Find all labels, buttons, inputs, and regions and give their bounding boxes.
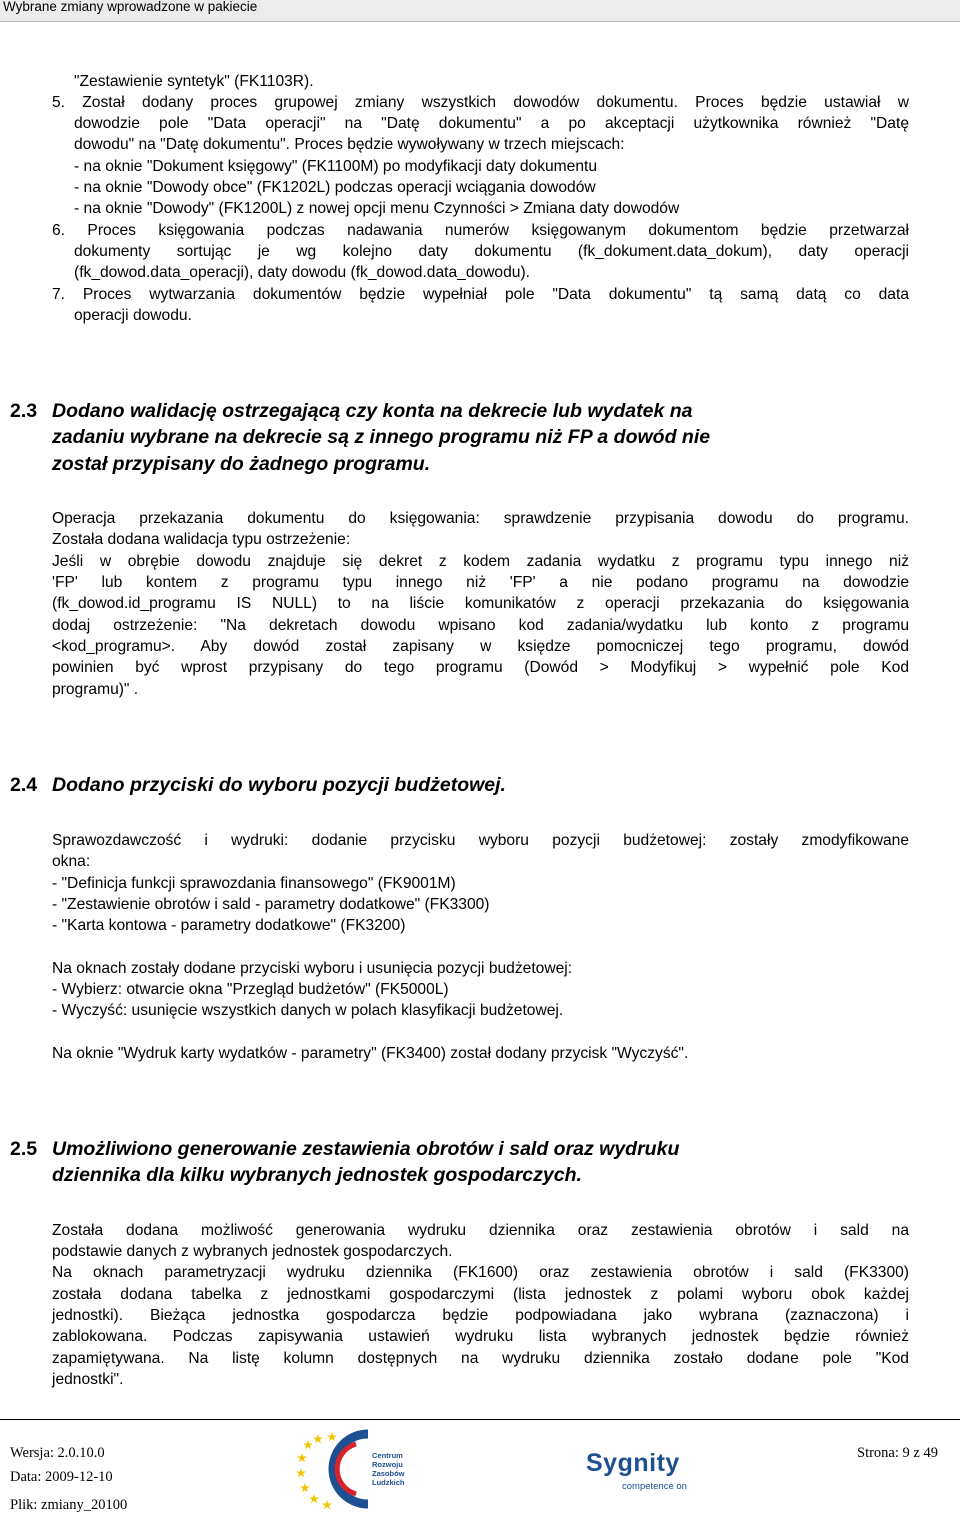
section-2-4-p1-line4: - "Zestawienie obrotów i sald - parametry dodatkowe" (FK3300) [52,896,490,913]
section-2-4-p1-line2: okna: [52,853,91,870]
section-2-3-body-line5: (fk_dowod.id_programu IS NULL) to na liście komunikatów z operacji przekazania do księgowania [52,595,909,612]
sygnity-logo-text: Sygnity [586,1449,680,1477]
section-2-3-body-line2: Została dodana walidacja typu ostrzeżenie: [52,531,351,548]
crzl-text-3: Zasobów [372,1469,405,1478]
item5-line6: - na oknie "Dowody" (FK1200L) z nowej opcji menu Czynności > Zmiana daty dowodów [74,200,680,217]
section-2-5-body-line5: jednostki). Bieżąca jednostka gospodarcza będzie podpowiadana jako wybrana (zaznaczona) i [52,1307,909,1324]
footer-file: Plik: zmiany_20100 [10,1497,128,1513]
item7-line2: operacji dowodu. [74,307,192,324]
item5-line5: - na oknie "Dowody obce" (FK1202L) podczas operacji wciągania dowodów [74,179,596,196]
item7-line1: 7. Proces wytwarzania dokumentów będzie wypełniał pole "Data dokumentu" tą samą datą co data [52,286,909,303]
header-divider [0,21,960,22]
item5-line1: 5. Został dodany proces grupowej zmiany wszystkich dowodów dokumentu. Proces będzie ustawiał w [52,94,909,111]
section-2-5-body-line3: Na oknach parametryzacji wydruku dziennika (FK1600) oraz zestawienia obrotów i sald (FK3300) [52,1264,909,1281]
section-2-4-p2-line3: - Wyczyść: usunięcie wszystkich danych w polach klasyfikacji budżetowej. [52,1002,564,1019]
section-2-3-body-line7: <kod_programu>. Aby dowód został zapisany w księdze pomocniczej tego programu, dowód [52,638,909,655]
section-2-3-body-line1: Operacja przekazania dokumentu do księgowania: sprawdzenie przypisania dowodu do programu. [52,510,909,527]
section-2-3-body-line6: dodaj ostrzeżenie: "Na dekretach dowodu wpisano kod zadania/wydatku lub konto z programu [52,617,909,634]
crzl-logo-mark [296,1428,436,1512]
item5-line3: dowodu" na "Datę dokumentu". Proces będzie wywoływany w trzech miejscach: [74,136,625,153]
section-2-3-body-line8: powinien być wprost przypisany do tego programu (Dowód > Modyfikuj > wypełnić pole Kod [52,659,909,676]
section-2-4-p3-line1: Na oknie "Wydruk karty wydatków - parametry" (FK3400) został dodany przycisk "Wyczyść". [52,1045,689,1062]
footer-version: Wersja: 2.0.10.0 [10,1445,105,1461]
sygnity-logo [586,1449,706,1499]
crzl-text-4: Ludzkich [372,1478,405,1487]
section-2-4-p2-line1: Na oknach zostały dodane przyciski wyboru i usunięcia pozycji budżetowej: [52,960,573,977]
section-2-3-body-line3: Jeśli w obrębie dowodu znajduje się dekret z kodem zadania wydatku z programu typu innego niż [52,553,909,570]
section-2-5-body-line8: jednostki". [52,1371,124,1388]
section-2-5-body-line1: Została dodana możliwość generowania wydruku dziennika oraz zestawienia obrotów i sald na [52,1222,909,1239]
section-2-4-title: Dodano przyciski do wyboru pozycji budżetowej. [52,774,506,796]
footer-divider [0,1419,960,1420]
section-2-5-body-line2: podstawie danych z wybranych jednostek gospodarczych. [52,1243,453,1260]
item5-line2: dowodzie pole "Data operacji" na "Datę dokumentu" a po akceptacji użytkownika również "Datę [74,115,909,132]
section-2-4-p1-line1: Sprawozdawczość i wydruki: dodanie przycisku wyboru pozycji budżetowej: zostały zmodyfikowane [52,832,909,849]
section-2-3-number: 2.3 [10,400,38,422]
section-2-5-body-line7: zapamiętywana. Na listę kolumn dostępnych na wydruku dziennika zostało dodane pole "Kod [52,1350,909,1367]
section-2-5-body-line4: została dodana tabelka z jednostkami gospodarczymi (lista jednostek z polami wyboru obok każdej [52,1286,909,1303]
section-2-3-body-line4: 'FP' lub kontem z programu typu innego niż 'FP' a nie podano programu na dowodzie [52,574,909,591]
section-2-4-p2-line2: - Wybierz: otwarcie okna "Przegląd budżetów" (FK5000L) [52,981,449,998]
intro-line: "Zestawienie syntetyk" (FK1103R). [74,73,314,90]
section-2-3-body-line9: programu)" . [52,681,139,698]
sygnity-tagline: competence on [622,1481,687,1492]
section-2-4-number: 2.4 [10,774,38,796]
crzl-text-2: Rozwoju [372,1460,403,1469]
item6-line3: (fk_dowod.data_operacji), daty dowodu (fk_dowod.data_dowodu). [74,264,530,281]
footer-page: Strona: 9 z 49 [857,1445,938,1461]
crzl-logo [296,1428,436,1512]
section-2-5-title-line1: Umożliwiono generowanie zestawienia obrotów i sald oraz wydruku [52,1138,680,1160]
section-2-3-title-line1: Dodano walidację ostrzegającą czy konta na dekrecie lub wydatek na [52,400,693,422]
crzl-text-1: Centrum [372,1451,403,1460]
section-2-4-p1-line3: - "Definicja funkcji sprawozdania finansowego" (FK9001M) [52,875,456,892]
section-2-5-body-line6: zablokowana. Podczas zapisywania ustawień wydruku lista wybranych jednostek będzie również [52,1328,909,1345]
section-2-5-number: 2.5 [10,1138,38,1160]
footer-date: Data: 2009-12-10 [10,1469,113,1485]
section-2-4-p1-line5: - "Karta kontowa - parametry dodatkowe" (FK3200) [52,917,406,934]
header-title: Wybrane zmiany wprowadzone w pakiecie [3,0,258,14]
section-2-5-title-line2: dziennika dla kilku wybranych jednostek gospodarczych. [52,1164,582,1186]
item6-line1: 6. Proces księgowania podczas nadawania numerów księgowanym dokumentom będzie przetwarzał [52,222,909,239]
section-2-3-title-line3: został przypisany do żadnego programu. [52,453,431,475]
section-2-3-title-line2: zadaniu wybrane na dekrecie są z innego programu niż FP a dowód nie [52,426,711,448]
item6-line2: dokumenty sortując je wg kolejno daty dokumentu (fk_dokument.data_dokum), daty operacji [74,243,909,260]
item5-line4: - na oknie "Dokument księgowy" (FK1100M) po modyfikacji daty dokumentu [74,158,598,175]
